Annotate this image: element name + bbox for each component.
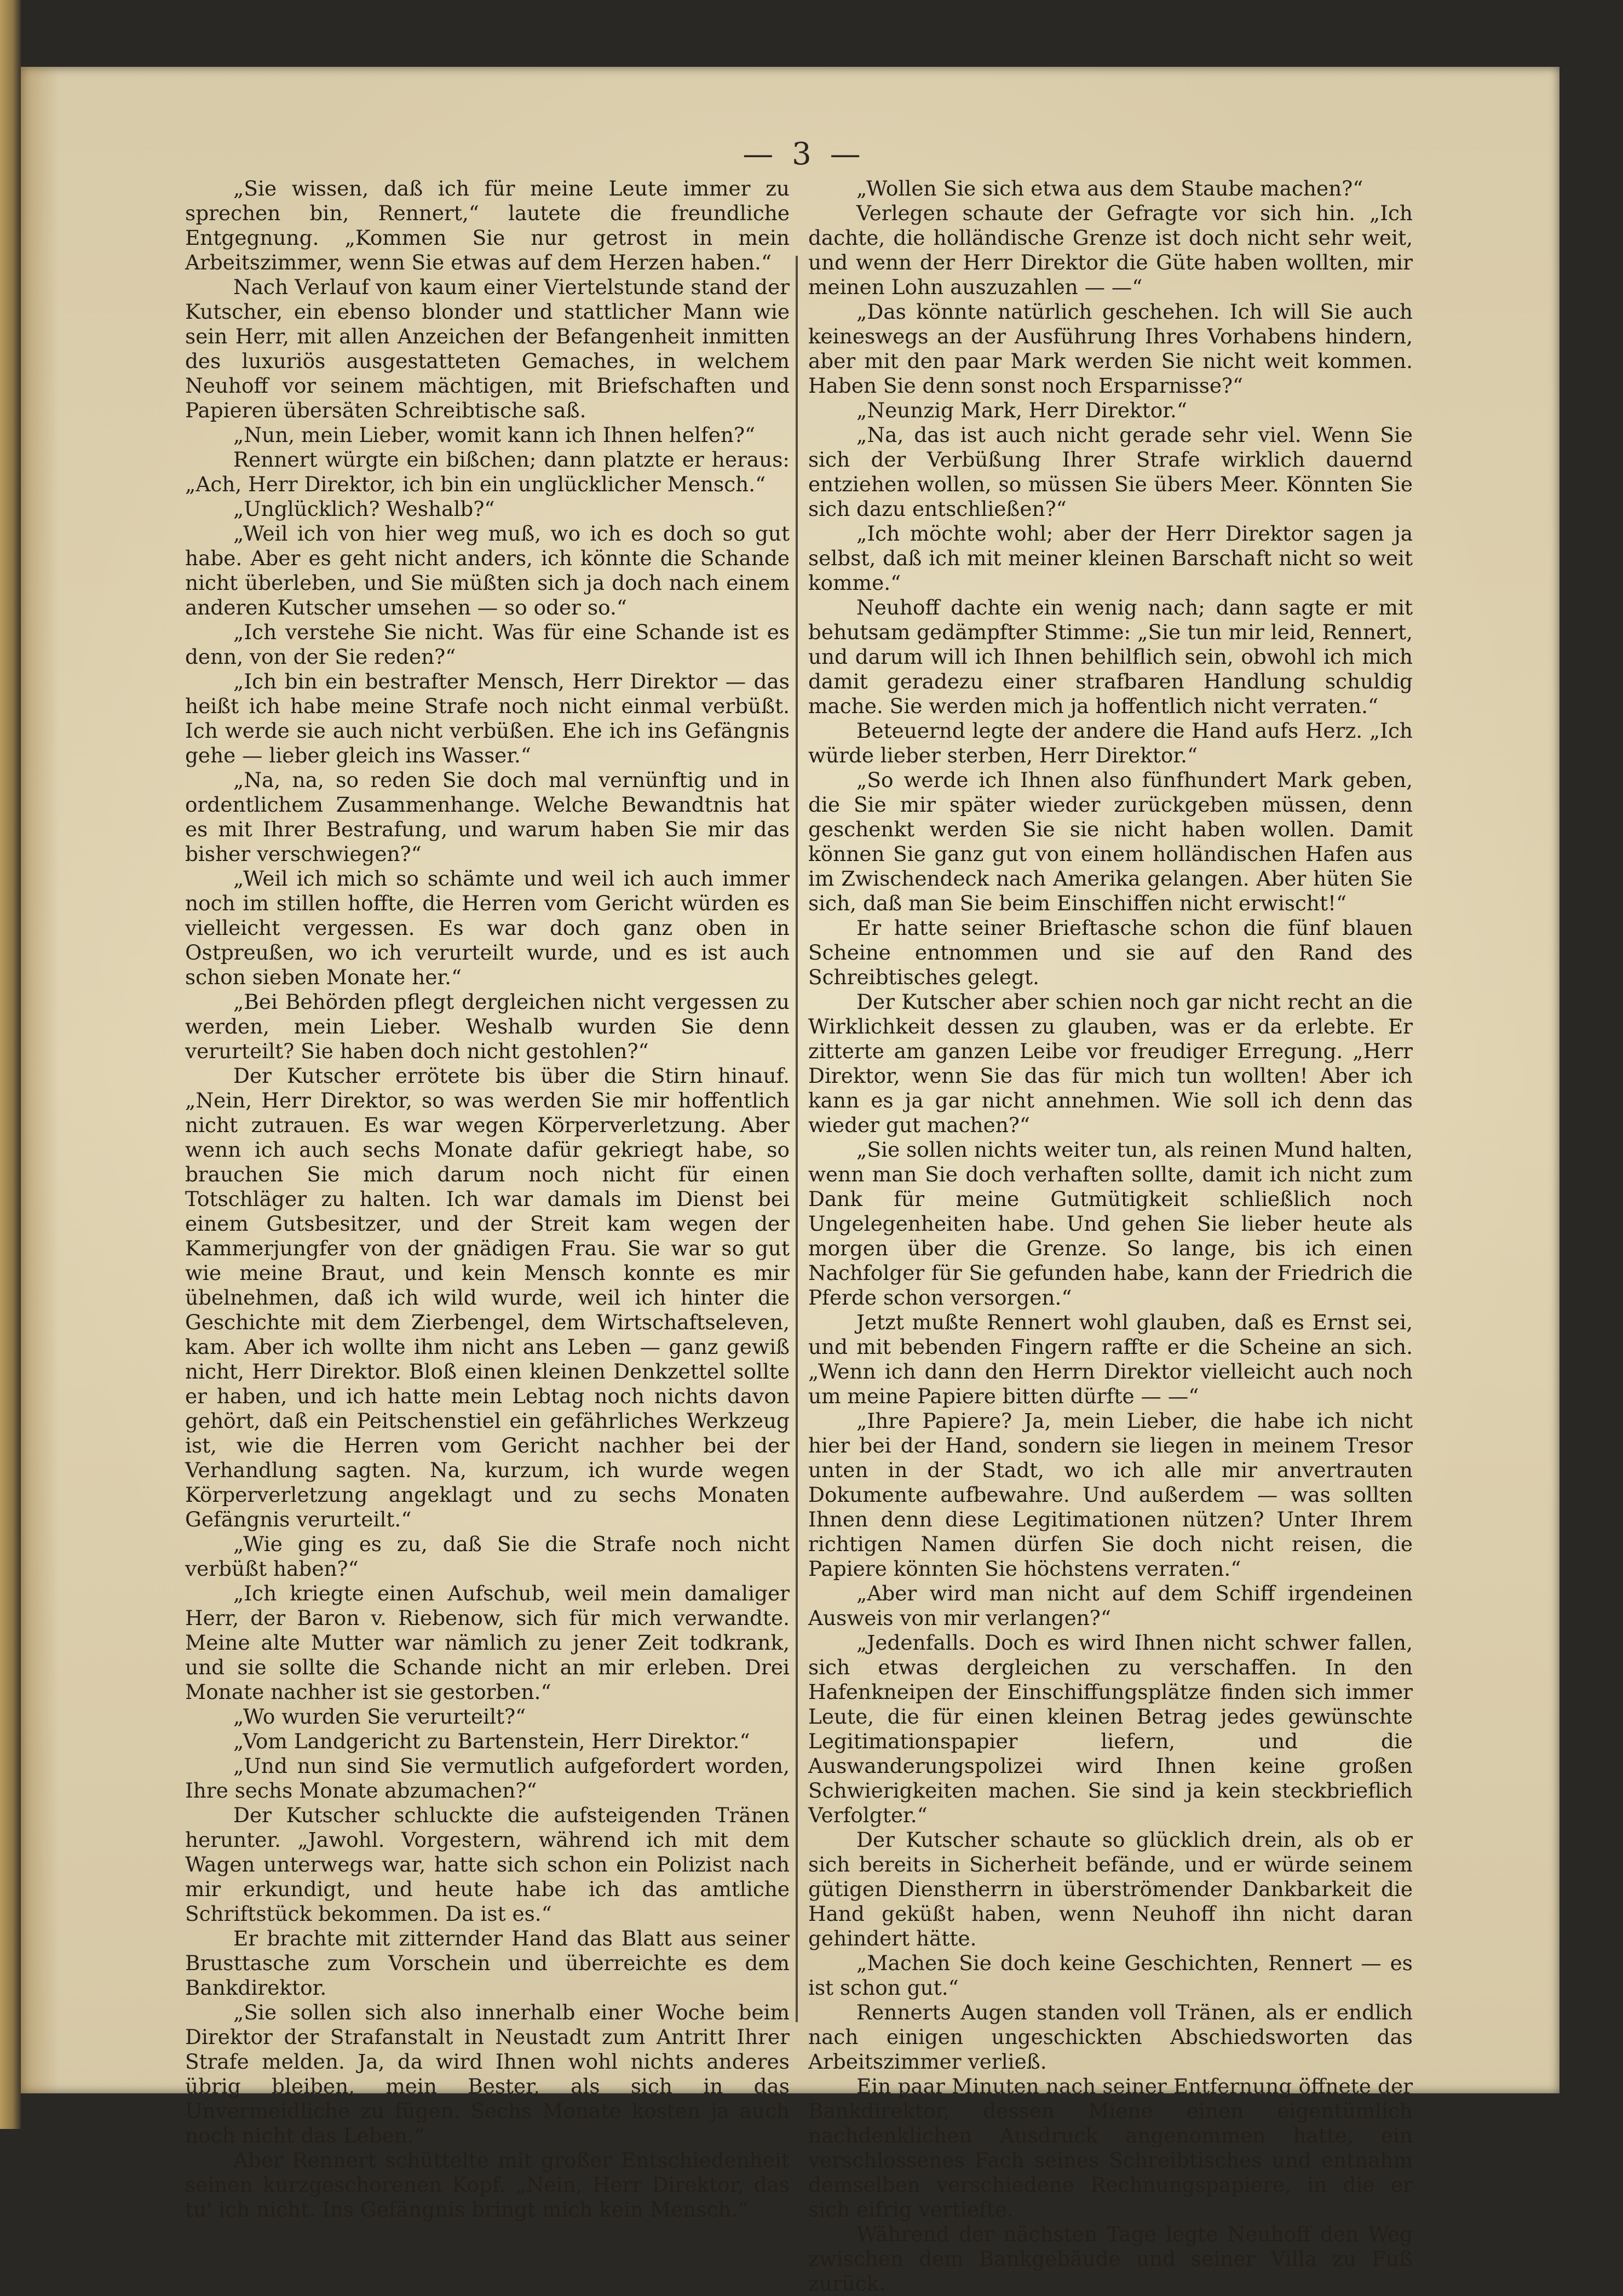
paragraph: „Sie sollen nichts weiter tun, als reinen Mund halten, wenn man Sie doch verhaften sollte, damit ich nicht zum Dank für meine Gutmütigkeit schließlich noch Ungelegenheiten habe. Und gehen Sie lieber heute als morgen über die Grenze. So lange, bis ich einen Nachfolger für Sie gefunden habe, kann der Friedrich die Pferde schon versorgen.“ bbox=[808, 1138, 1413, 1310]
paragraph: „Und nun sind Sie vermutlich aufgefordert worden, Ihre sechs Monate abzumachen?“ bbox=[185, 1754, 790, 1803]
paragraph: „Weil ich von hier weg muß, wo ich es doch so gut habe. Aber es geht nicht anders, ich könnte die Schande nicht überleben, und Sie müßten sich ja doch nach einem anderen Kutscher umsehen — so oder so.“ bbox=[185, 521, 790, 619]
paragraph: Der Kutscher schluckte die aufsteigenden Tränen herunter. „Jawohl. Vorgestern, während ich mit dem Wagen unterwegs war, hatte sich schon ein Polizist nach mir erkundigt, und heute habe ich das amtliche Schriftstück bekommen. Da ist es.“ bbox=[185, 1803, 790, 1926]
paragraph: „So werde ich Ihnen also fünfhundert Mark geben, die Sie mir später wieder zurückgeben müssen, denn geschenkt werden Sie sie nicht haben wollen. Damit können Sie ganz gut von einem holländischen Hafen aus im Zwischendeck nach Amerika gelangen. Aber hüten Sie sich, daß man Sie beim Einschiffen nicht erwischt!“ bbox=[808, 768, 1413, 915]
paragraph: Nach Verlauf von kaum einer Viertelstunde stand der Kutscher, ein ebenso blonder und stattlicher Mann wie sein Herr, mit allen Anzeichen der Befangenheit inmitten des luxuriös ausgestatteten Gemaches, in welchem Neuhoff vor seinem mächtigen, mit Briefschaften und Papieren übersäten Schreibtische saß. bbox=[185, 275, 790, 422]
paragraph: „Sie sollen sich also innerhalb einer Woche beim Direktor der Strafanstalt in Neustadt zum Antritt Ihrer Strafe melden. Ja, da wird Ihnen wohl nichts anderes übrig bleiben, mein Bester, als sich in das Unvermeidliche zu fügen. Sechs Monate kosten ja auch noch nicht das Leben.“ bbox=[185, 2000, 790, 2148]
paragraph: Er brachte mit zitternder Hand das Blatt aus seiner Brusttasche zum Vorschein und überreichte es dem Bankdirektor. bbox=[185, 1926, 790, 2000]
paragraph: „Ich möchte wohl; aber der Herr Direktor sagen ja selbst, daß ich mit meiner kleinen Barschaft nicht so weit komme.“ bbox=[808, 521, 1413, 595]
paragraph: „Na, das ist auch nicht gerade sehr viel. Wenn Sie sich der Verbüßung Ihrer Strafe wirklich dauernd entziehen wollen, so müssen Sie übers Meer. Könnten Sie sich dazu entschließen?“ bbox=[808, 423, 1413, 521]
right-text-column bbox=[808, 176, 1413, 2296]
paragraph: „Ich bin ein bestrafter Mensch, Herr Direktor — das heißt ich habe meine Strafe noch nicht einmal verbüßt. Ich werde sie auch nicht verbüßen. Ehe ich ins Gefängnis gehe — lieber gleich ins Wasser.“ bbox=[185, 669, 790, 767]
paragraph: „Wo wurden Sie verurteilt?“ bbox=[233, 1704, 526, 1729]
page-yellowed-edge bbox=[21, 67, 59, 2093]
paragraph: „Aber wird man nicht auf dem Schiff irgendeinen Ausweis von mir verlangen?“ bbox=[808, 1581, 1413, 1630]
paragraph: Verlegen schaute der Gefragte vor sich hin. „Ich dachte, die holländische Grenze ist doch nicht sehr weit, und wenn der Herr Direktor die Güte haben wollten, mir meinen Lohn auszuzahlen — —“ bbox=[808, 201, 1413, 299]
page-number: — 3 — bbox=[743, 136, 865, 172]
paragraph: Der Kutscher schaute so glücklich drein, als ob er sich bereits in Sicherheit befände, und er würde seinem gütigen Dienstherrn in überströmender Dankbarkeit die Hand geküßt haben, wenn Neuhoff ihn nicht daran gehindert hätte. bbox=[808, 1828, 1413, 1950]
paragraph: „Wie ging es zu, daß Sie die Strafe noch nicht verbüßt haben?“ bbox=[185, 1532, 790, 1581]
paragraph: Beteuernd legte der andere die Hand aufs Herz. „Ich würde lieber sterben, Herr Direktor.“ bbox=[808, 719, 1413, 767]
paragraph: „Ich kriegte einen Aufschub, weil mein damaliger Herr, der Baron v. Riebenow, sich für mich verwandte. Meine alte Mutter war nämlich zu jener Zeit todkrank, und sie sollte die Schande nicht an mir erleben. Drei Monate nachher ist sie gestorben.“ bbox=[185, 1581, 790, 1704]
paragraph: „Das könnte natürlich geschehen. Ich will Sie auch keineswegs an der Ausführung Ihres Vorhabens hindern, aber mit den paar Mark werden Sie nicht weit kommen. Haben Sie denn sonst noch Ersparnisse?“ bbox=[808, 300, 1413, 398]
paragraph: „Unglücklich? Weshalb?“ bbox=[233, 497, 495, 521]
paragraph: „Nun, mein Lieber, womit kann ich Ihnen helfen?“ bbox=[233, 423, 756, 447]
paragraph: „Wollen Sie sich etwa aus dem Staube machen?“ bbox=[856, 176, 1363, 200]
newspaper-page bbox=[21, 67, 1559, 2295]
paragraph: Rennert würgte ein bißchen; dann platzte er heraus: „Ach, Herr Direktor, ich bin ein unglücklicher Mensch.“ bbox=[185, 447, 790, 496]
paragraph: Aber Rennert schüttelte mit großer Entschiedenheit seinen kurzgeschorenen Kopf. „Nein, Herr Direktor, das tu' ich nicht. Ins Gefängnis bringt mich kein Mensch.“ bbox=[185, 2148, 790, 2222]
paragraph: „Jedenfalls. Doch es wird Ihnen nicht schwer fallen, sich etwas dergleichen zu verschaffen. In den Hafenkneipen der Einschiffungsplätze finden sich immer Leute, die für einen kleinen Betrag jedes gewünschte Legitimationspapier liefern, und die Auswanderungspolizei wird Ihnen keine großen Schwierigkeiten machen. Sie sind ja kein steckbrieflich Verfolgter.“ bbox=[808, 1631, 1413, 1827]
paragraph: Er hatte seiner Brieftasche schon die fünf blauen Scheine entnommen und sie auf den Rand des Schreibtisches gelegt. bbox=[808, 916, 1413, 989]
paragraph: „Weil ich mich so schämte und weil ich auch immer noch im stillen hoffte, die Herren vom Gericht würden es vielleicht vergessen. Es war doch ganz oben in Ostpreußen, wo ich verurteilt wurde, und es ist auch schon sieben Monate her.“ bbox=[185, 866, 790, 989]
column-divider-rule bbox=[796, 256, 798, 2022]
left-text-column bbox=[185, 176, 790, 2222]
paragraph: Rennerts Augen standen voll Tränen, als er endlich nach einigen ungeschickten Abschiedsworten das Arbeitszimmer verließ. bbox=[808, 2000, 1413, 2074]
paragraph: „Ich verstehe Sie nicht. Was für eine Schande ist es denn, von der Sie reden?“ bbox=[185, 620, 790, 669]
paragraph: „Ihre Papiere? Ja, mein Lieber, die habe ich nicht hier bei der Hand, sondern sie liegen in meinem Tresor unten in der Stadt, wo ich alle mir anvertrauten Dokumente aufbewahre. Und außerdem — was sollten Ihnen denn diese Legitimationen nützen? Unter Ihrem richtigen Namen dürfen Sie doch nicht reisen, die Papiere könnten Sie höchstens verraten.“ bbox=[808, 1409, 1413, 1581]
paragraph: Während der nächsten Tage legte Neuhoff den Weg zwischen dem Bankgebäude und seiner Villa zu Fuß zurück. bbox=[808, 2222, 1413, 2295]
paragraph: „Vom Landgericht zu Bartenstein, Herr Direktor.“ bbox=[233, 1729, 750, 1753]
paragraph: Ein paar Minuten nach seiner Entfernung öffnete der Bankdirektor, dessen Miene einen eigentümlich nachdenklichen Ausdruck angenommen hatte, ein verschlossenes Fach seines Schreibtisches und entnahm demselben verschiedene Rechnungspapiere, in die er sich eifrig vertiefte. bbox=[808, 2074, 1413, 2222]
scanner-background-edge bbox=[0, 0, 21, 2129]
paragraph: Neuhoff dachte ein wenig nach; dann sagte er mit behutsam gedämpfter Stimme: „Sie tun mir leid, Rennert, und darum will ich Ihnen behilflich sein, obwohl ich mich damit geradezu einer strafbaren Handlung schuldig mache. Sie werden mich ja hoffentlich nicht verraten.“ bbox=[808, 595, 1413, 718]
paragraph: „Bei Behörden pflegt dergleichen nicht vergessen zu werden, mein Lieber. Weshalb wurden Sie denn verurteilt? Sie haben doch nicht gestohlen?“ bbox=[185, 990, 790, 1063]
paragraph: „Machen Sie doch keine Geschichten, Rennert — es ist schon gut.“ bbox=[808, 1951, 1413, 2000]
paragraph: Der Kutscher errötete bis über die Stirn hinauf. „Nein, Herr Direktor, so was werden Sie mir hoffentlich nicht zutrauen. Es war wegen Körperverletzung. Aber wenn ich auch sechs Monate dafür gekriegt habe, so brauchen Sie mich darum noch nicht für einen Totschläger zu halten. Ich war damals im Dienst bei einem Gutsbesitzer, und der Streit kam wegen der Kammerjungfer von der gnädigen Frau. Sie war so gut wie meine Braut, und kein Mensch konnte es mir übelnehmen, daß ich wild wurde, weil ich hinter die Geschichte mit dem Zierbengel, dem Wirtschaftseleven, kam. Aber ich wollte ihm nicht ans Leben — ganz gewiß nicht, Herr Direktor. Bloß einen kleinen Denkzettel sollte er haben, und ich hatte mein Lebtag noch nichts davon gehört, daß ein Peitschenstiel ein gefährliches Werkzeug ist, wie die Herren vom Gericht nachher bei der Verhandlung sagten. Na, kurzum, ich wurde wegen Körperverletzung angeklagt und zu sechs Monaten Gefängnis verurteilt.“ bbox=[185, 1064, 790, 1531]
paragraph: „Neunzig Mark, Herr Direktor.“ bbox=[856, 398, 1188, 422]
paragraph: „Sie wissen, daß ich für meine Leute immer zu sprechen bin, Rennert,“ lautete die freundliche Entgegnung. „Kommen Sie nur getrost in mein Arbeitszimmer, wenn Sie etwas auf dem Herzen haben.“ bbox=[185, 176, 790, 274]
paragraph: Der Kutscher aber schien noch gar nicht recht an die Wirklichkeit dessen zu glauben, was er da erlebte. Er zitterte am ganzen Leibe vor freudiger Erregung. „Herr Direktor, wenn Sie das für mich tun wollten! Aber ich kann es ja gar nicht annehmen. Wie soll ich denn das wieder gut machen?“ bbox=[808, 990, 1413, 1137]
paragraph: „Na, na, so reden Sie doch mal vernünftig und in ordentlichem Zusammenhange. Welche Bewandtnis hat es mit Ihrer Bestrafung, und warum haben Sie mir das bisher verschwiegen?“ bbox=[185, 768, 790, 866]
paragraph: Jetzt mußte Rennert wohl glauben, daß es Ernst sei, und mit bebenden Fingern raffte er die Scheine an sich. „Wenn ich dann den Herrn Direktor vielleicht auch noch um meine Papiere bitten dürfte — —“ bbox=[808, 1310, 1413, 1408]
